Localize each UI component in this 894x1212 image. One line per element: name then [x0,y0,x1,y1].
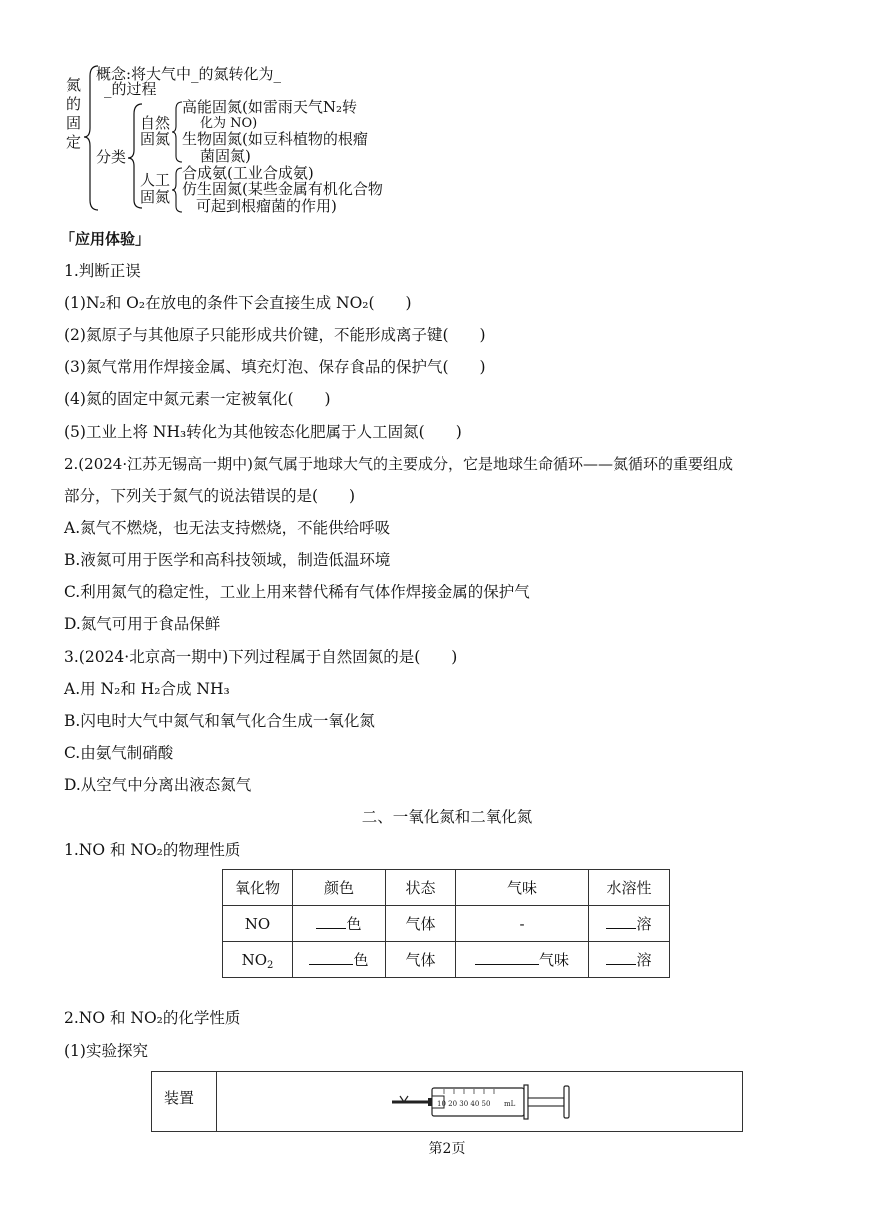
classify-label: 分类 [96,148,127,166]
q3-option-c: C.由氨气制硝酸 [64,744,174,762]
natural-label: 自然 [140,114,171,132]
artificial-item-1: 合成氨(工业合成氨) [182,164,314,182]
q2-stem: 2.(2024·江苏无锡高一期中)氮气属于地球大气的主要成分，它是地球生命循环——氮循环的重要组成 [64,455,733,473]
fixation-concept: 概念:将大气中_的氮转化为_ [96,65,282,83]
solubility-cell: 溶 [589,942,670,978]
q2-stem-cont: 部分，下列关于氮气的说法错误的是( ) [64,487,356,505]
artificial-label-2: 固氮 [140,188,171,206]
q3-option-b: B.闪电时大气中氮气和氧气化合生成一氧化氮 [64,712,375,730]
physical-heading: 1.NO 和 NO₂的物理性质 [64,841,241,859]
color-blank[interactable] [316,914,346,929]
solubility-blank[interactable] [606,950,636,965]
header-smell: 气味 [456,870,589,906]
q3-stem: 3.(2024·北京高一期中)下列过程属于自然固氮的是( ) [64,648,458,666]
syringe-icon [388,1080,578,1124]
smell-blank[interactable] [475,950,539,965]
fixation-concept-cont: _的过程 [104,80,157,98]
table-row [223,942,670,978]
color-cell: 色 [293,906,386,942]
q3-option-a: A.用 N₂和 H₂合成 NH₃ [64,680,230,698]
chemical-heading: 2.NO 和 NO₂的化学性质 [64,1009,241,1027]
fixation-vertical-title: 氮 的 固 定 [66,76,82,151]
table-row [223,906,670,942]
natural-item-2-cont: 菌固氮) [200,147,251,165]
q1-item-5: (5)工业上将 NH₃转化为其他铵态化肥属于人工固氮( ) [64,423,462,441]
section2-title: 二、一氧化氮和二氧化氮 [361,808,533,826]
q1-item-4: (4)氮的固定中氮元素一定被氧化( ) [64,390,331,408]
q1-item-2: (2)氮原子与其他原子只能形成共价键，不能形成离子键( ) [64,326,486,344]
q3-option-d: D.从空气中分离出液态氮气 [64,776,252,794]
smell-cell: 气味 [456,942,589,978]
header-color: 颜色 [293,870,386,906]
syringe-scale-label: 10 20 30 40 50 [437,1100,491,1108]
q1-item-3: (3)氮气常用作焊接金属、填充灯泡、保存食品的保护气( ) [64,358,486,376]
q1-title: 1.判断正误 [64,262,141,280]
state-cell: 气体 [386,906,456,942]
natural-label-2: 固氮 [140,130,171,148]
artificial-item-2: 仿生固氮(某些金属有机化合物 [182,180,383,198]
color-blank[interactable] [309,950,353,965]
q2-option-d: D.氮气可用于食品保鲜 [64,615,221,633]
artificial-item-2-cont: 可起到根瘤菌的作用) [196,197,337,215]
q2-option-c: C.利用氮气的稳定性，工业上用来替代稀有气体作焊接金属的保护气 [64,583,530,601]
natural-item-1: 高能固氮(如雷雨天气N₂转 [182,98,357,116]
header-solubility: 水溶性 [589,870,670,906]
syringe-unit-label: mL [504,1100,516,1108]
section-application-heading: 「应用体验」 [60,230,151,248]
oxide-name: $NO_2$ [223,942,293,978]
color-cell: 色 [293,942,386,978]
physical-properties-table [222,869,670,978]
q2-option-b: B.液氮可用于医学和高科技领域，制造低温环境 [64,551,391,569]
artificial-label: 人工 [140,171,171,189]
table-header-row [223,870,670,906]
header-state: 状态 [386,870,456,906]
q1-item-1: (1)N₂和 O₂在放电的条件下会直接生成 NO₂( ) [64,294,412,312]
natural-item-1-cont: 化为 NO) [200,116,258,131]
page-footer: 第2页 [428,1141,466,1157]
apparatus-label-cell [152,1072,217,1131]
smell-cell: - [456,906,589,942]
solubility-blank[interactable] [606,914,636,929]
oxide-name: NO [223,906,293,942]
natural-item-2: 生物固氮(如豆科植物的根瘤 [182,130,368,148]
solubility-cell: 溶 [589,906,670,942]
apparatus-table [151,1071,743,1132]
q2-option-a: A.氮气不燃烧，也无法支持燃烧，不能供给呼吸 [64,519,391,537]
apparatus-label: 装置 [164,1089,195,1107]
state-cell: 气体 [386,942,456,978]
chemical-sub: (1)实验探究 [64,1042,148,1060]
header-oxide: 氧化物 [223,870,293,906]
